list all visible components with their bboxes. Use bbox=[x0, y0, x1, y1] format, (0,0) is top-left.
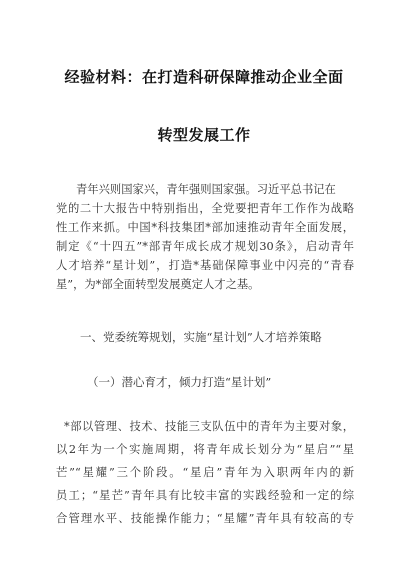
body-line: 以2年为一个实施周期，将青年成长划分为“星启”“星 bbox=[56, 443, 354, 456]
body-line: 员工；“星芒”青年具有比较丰富的实践经验和一定的综 bbox=[56, 489, 354, 502]
intro-line: 党的二十大报告中特别指出，全党要把青年工作作为战略 bbox=[56, 202, 354, 215]
body-line: 合管理水平、技能操作能力；“星耀”青年具有较高的专 bbox=[56, 512, 354, 525]
intro-line: 制定《“十四五”*部青年成长成才规划30条》，启动青年 bbox=[56, 240, 354, 253]
document-title-line1: 经验材料：在打造科研保障推动企业全面 bbox=[64, 68, 344, 86]
subsection-heading: （一）潜心育才，倾力打造“星计划” bbox=[87, 375, 272, 389]
body-line: 芒”“星耀”三个阶段。“星启”青年为入职两年内的新 bbox=[56, 466, 354, 479]
body-line: *部以管理、技术、技能三支队伍中的青年为主要对象， bbox=[64, 420, 354, 433]
intro-line: 人才培养“星计划”，打造*基础保障事业中闪亮的“青春 bbox=[56, 259, 354, 272]
section-heading: 一、党委统筹规划，实施“星计划”人才培养策略 bbox=[80, 330, 322, 344]
intro-line: 性工作来抓。中国*科技集团*部加速推动青年全面发展， bbox=[56, 221, 354, 234]
intro-line: 星”，为*部全面转型发展奠定人才之基。 bbox=[56, 278, 260, 291]
intro-line: 青年兴则国家兴，青年强则国家强。习近平总书记在 bbox=[76, 183, 336, 196]
document-title-line2: 转型发展工作 bbox=[157, 126, 251, 144]
